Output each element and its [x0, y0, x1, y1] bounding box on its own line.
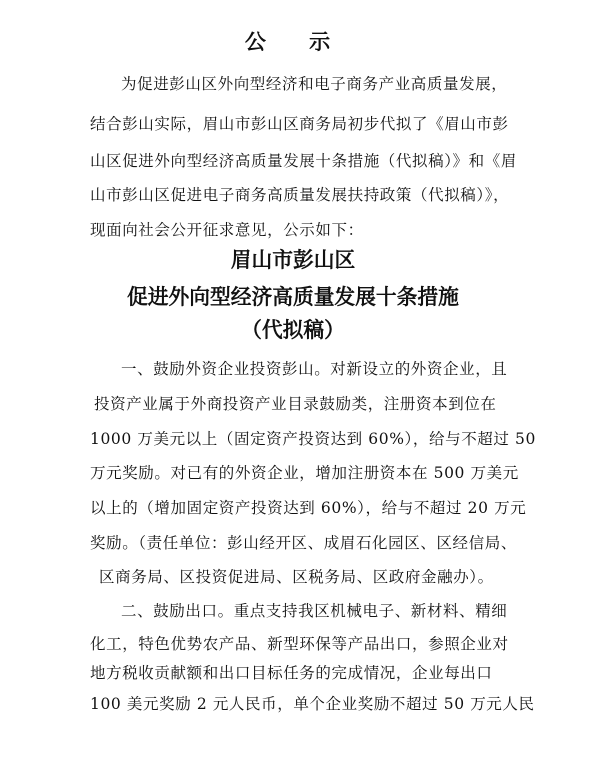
- document-paragraph-line: 区商务局、区投资促进局、区税务局、区政府金融办）。: [99, 568, 494, 586]
- document-paragraph-line: 一、鼓励外资企业投资彭山。对新设立的外资企业，且: [121, 360, 508, 378]
- document-paragraph-line: 万元奖励。对已有的外资企业，增加注册资本在 500 万美元: [90, 464, 519, 482]
- document-paragraph-line: 化工，特色优势农产品、新型环保等产品出口，参照企业对: [90, 635, 509, 653]
- notice-paragraph-line: 山市彭山区促进电子商务高质量发展扶持政策（代拟稿）》，: [90, 186, 510, 204]
- document-paragraph-line: 地方税收贡献额和出口目标任务的完成情况，企业每出口: [90, 664, 493, 682]
- document-paragraph-line: 1000 万美元以上（固定资产投资达到 60%），给与不超过 50: [90, 430, 536, 448]
- notice-title: 公 示: [244, 29, 349, 54]
- notice-paragraph-line: 结合彭山实际，眉山市彭山区商务局初步代拟了《眉山市彭: [90, 115, 509, 133]
- document-paragraph-line: 奖励。（责任单位：彭山经开区、成眉石化园区、区经信局、: [90, 534, 517, 552]
- notice-paragraph-line: 山区促进外向型经济高质量发展十条措施（代拟稿）》和《眉: [90, 152, 517, 170]
- document-paragraph-line: 100 美元奖励 2 元人民币，单个企业奖励不超过 50 万元人民: [90, 695, 535, 713]
- document-paragraph-line: 以上的（增加固定资产投资达到 60%），给与不超过 20 万元: [90, 499, 527, 517]
- notice-paragraph-line: 为促进彭山区外向型经济和电子商务产业高质量发展，: [121, 75, 508, 93]
- document-title-line: （代拟稿）: [241, 317, 345, 342]
- document-paragraph-line: 二、鼓励出口。重点支持我区机械电子、新材料、精细: [121, 602, 508, 620]
- document-title-line: 促进外向型经济高质量发展十条措施: [126, 284, 459, 309]
- document-paragraph-line: 投资产业属于外商投资产业目录鼓励类，注册资本到位在: [94, 395, 497, 413]
- notice-paragraph-line: 现面向社会公开征求意见，公示如下：: [90, 221, 364, 239]
- document-title-line: 眉山市彭山区: [230, 247, 356, 272]
